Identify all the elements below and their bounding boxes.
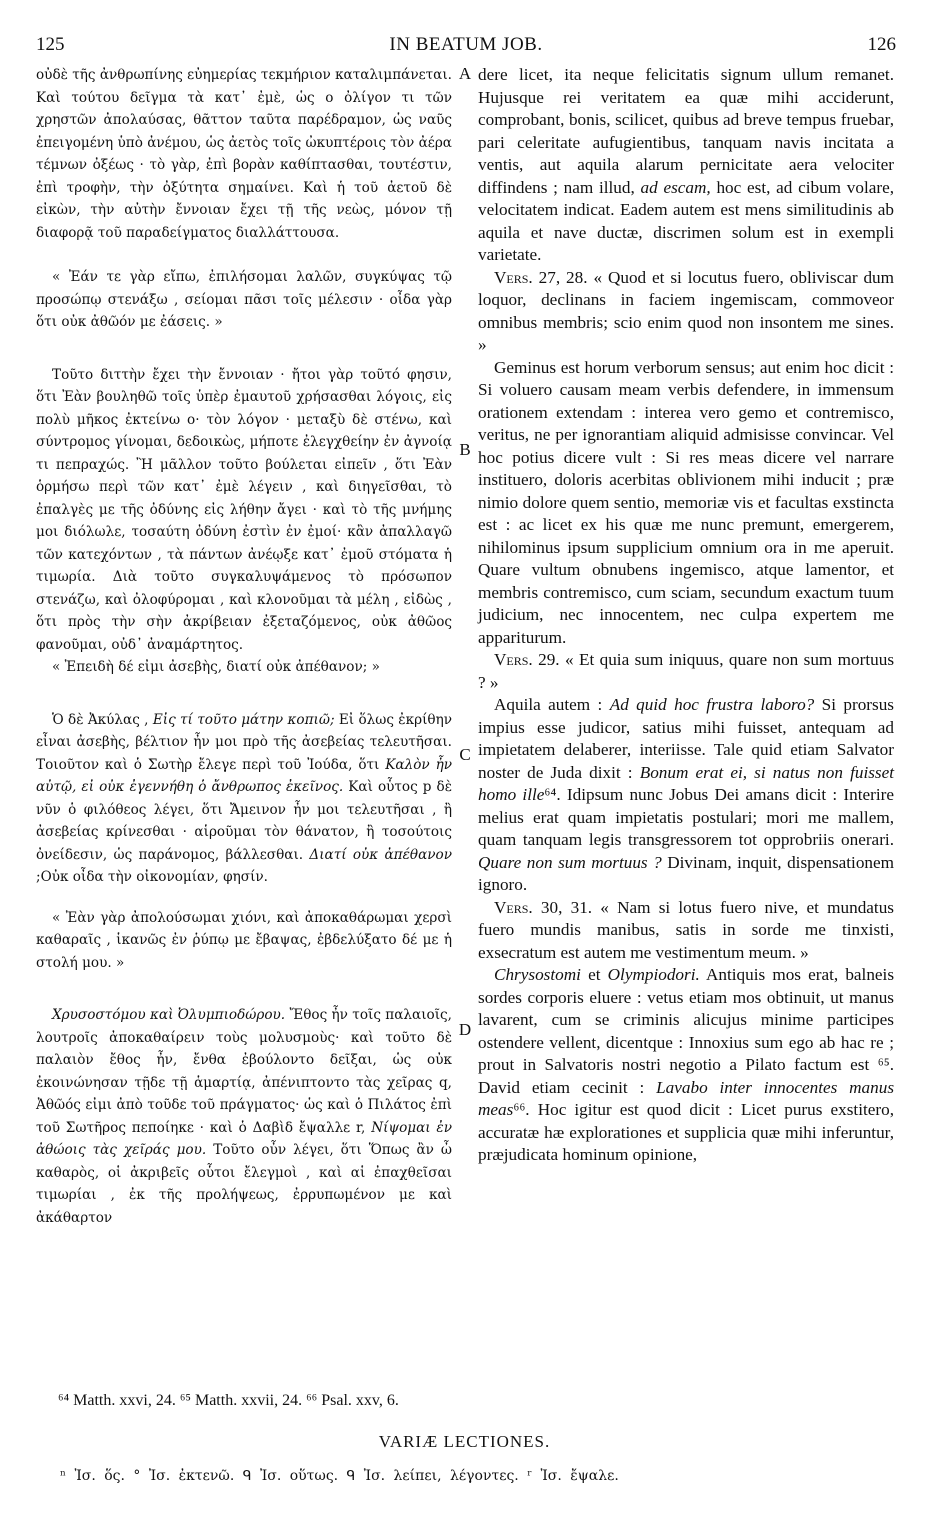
greek-column — [36, 64, 452, 1229]
latin-verse-29 — [478, 649, 894, 694]
greek-paragraph-7 — [36, 1004, 452, 1229]
greek-verse-29: « Ἐπειδὴ δέ εἰμι ἀσεβὴς, διατί οὐκ ἀπέθανον; » — [52, 659, 380, 675]
latin-paragraph-5 — [478, 694, 894, 897]
greek-closing: ;Οὐκ οἶδα τὴν οἰκονομίαν, φησίν. — [36, 869, 269, 885]
latin-verse-30-31 — [478, 897, 894, 965]
footnotes: ⁶⁴ Matth. xxvi, 24. ⁶⁵ Matth. xxvii, 24. ⁶⁶ Psal. xxv, 6. — [58, 1392, 399, 1409]
latin-psalm-quote: Lavabo inter innocentes manus meas — [478, 1077, 895, 1119]
greek-paragraph-3: Τοῦτο διττὴν ἔχει τὴν ἔννοιαν · ἤτοι γὰρ τοῦτό φησιν, ὅτι Ἐὰν βουληθῶ τοῖς ὑπὲρ ἐμαυτοῦ χρήσασθαι λόγοις, εἰς πολὺ μῆκος ἐκτείνω ο· τὸν λόγον · μεταξὺ δὲ στένω, καὶ σύντρομος γίνομαι, δεδοικὼς, μήποτε ἐλεγχθείην ἐν ἀγνοίᾳ τι πεπραχώς. Ἢ μᾶλλον τοῦτο βούλεται εἰπεῖν , ὅτι Ἐὰν ὁρμήσω περὶ τῶν κατ᾽ ἐμὲ λέγειν , καὶ διηγεῖσθαι, τὸ ἐπαλγὲς με τῆς ὀδύνης εἰς λήθην ἄγει · καὶ τὸ τῆς μνήμης μοι διόλωλε, τοσαύτη ὀδύνη ἐστὶν ἐν ἐμοί· κἂν ἀπαλλαγῶ τῶν κατεχόντων , τὰ πάντων ἀνέῳξε κατ᾽ ἐμοῦ στόματα ἡ τιμωρία. Διὰ τοῦτο συγκαλυψάμενος τὸ πρόσωπον στενάζω, καὶ ὀλοφύρομαι , καὶ κλονοῦμαι τὰ μέλη , εἰδὼς , ὅτι πρὸς τὴν σὴν ἀκρίβειαν ἐξεταζόμενος, οὐκ ἀθῶος φανοῦμαι, οὐδ᾽ ἀναμάρτητος. — [36, 366, 452, 653]
latin-author-conj: et — [588, 965, 601, 984]
latin-p1-end: hoc est, ad cibum volare, velocitatem indicat. Eadem autem est mens similitudinis ab aquila et nave ductæ, discrimen solum est in exempli varietate. — [478, 177, 895, 264]
variae-lectiones-heading: VARIÆ LECTIONES. — [378, 1432, 551, 1451]
latin-question: Quare non sum mortuus ? — [478, 852, 662, 872]
latin-p1-text: dere licet, ita neque felicitatis signum ullum remanet. Hujusque rei veritatem ea quæ mihi acciderunt, comprobant, bonis, scilicet, quibus ad breve tempus fruebar, pari celeritate aufugientibus, tanquam navis incitata a ventis, aut aquila alarum pernicitate aera velociter diffindens ; nam illud, — [478, 65, 894, 197]
latin-verse-27-28 — [478, 267, 894, 357]
latin-judas-quote: Bonum erat ei, si natus non fuisset homo ille — [478, 762, 894, 804]
latin-closing: Divinam, inquit, dispensationem ignoro. — [478, 852, 895, 894]
latin-vers-30-31-label: Vers. 30, 31. — [494, 897, 593, 917]
greek-aquila-intro: Ὁ δὲ Ἀκύλας , — [52, 711, 149, 728]
latin-verse-30-31-text: « Nam si lotus fuero nive, et mundatus fuero mundis manibus, satis in sorde me tinxisti, exsecratum est autem me vestimentum meum. » — [478, 897, 894, 962]
greek-verse-30-31: « Ἐὰν γὰρ ἀπολούσωμαι χιόνι, καὶ ἀποκαθάρωμαι χερσὶ καθαραῖς , ἱκανῶς ἐν ῥύπῳ με ἔβαψας, ἐβδελύξατο δέ με ἡ στολή μου. » — [36, 909, 452, 971]
latin-paragraph-7 — [478, 964, 894, 1167]
latin-aquila-text: Si prorsus impius esse judicor, satius mihi fuisset, antequam ad impietatem delaberer, interiisse. Tale quid etiam Salvator noster de Juda dixit : — [478, 695, 894, 782]
latin-paragraph-1 — [478, 64, 894, 267]
latin-vers-29-label: Vers. 29. — [494, 650, 560, 669]
latin-vers-27-28-label: Vers. 27, 28. — [494, 267, 588, 287]
variae-lectiones-line: ⁿ Ἰσ. ὅς. ° Ἰσ. ἐκτενῶ. ᑫ Ἰσ. οὕτως. ᑫ Ἰσ. λείπει, λέγοντες. ʳ Ἰσ. ἔψαλε. — [60, 1468, 619, 1484]
greek-aquila-quote: Εἰς τί τοῦτο μάτην κοπιῶ; — [152, 711, 335, 728]
greek-psalm-quote: Νίψομαι ἐν ἀθώοις τὰς χεῖράς μου. — [36, 1119, 452, 1158]
latin-final-text: ⁶⁶. Hoc igitur est quod dicit : Licet purus exstitero, accuratæ hæ explorationes et supplicia quæ mihi inferuntur, præjudicata hominum opinione, — [478, 1100, 894, 1164]
greek-verse-27-28: « Ἐάν τε γὰρ εἴπω, ἐπιλήσομαι λαλῶν, συγκύψας τῷ προσώπῳ στενάξω , σείομαι πᾶσι τοῖς μέλεσιν · οἶδα γὰρ ὅτι οὐκ ἀθῶόν με ἐάσεις. » — [36, 269, 452, 330]
greek-judas-quote: Καλὸν ἦν αὐτῷ, εἰ οὐκ ἐγεννήθη ὁ ἄνθρωπος ἐκεῖνος. — [36, 756, 452, 795]
latin-custom-text: Antiquis mos erat, balneis sordes corporis eluere : vetus etiam mos obtinuit, ut manus lavarent, cum se criminis alicujus minime participes ostendere vellent, dicentque : Innoxius sum ego ab hac re ; prout in Salvatoris nostri negotio a Pilato factum est ⁶⁵. David etiam cecinit : — [478, 965, 895, 1097]
latin-verse-29-text: « Et quia sum iniquus, quare non sum mortuus ? » — [478, 650, 895, 692]
greek-paragraph-5 — [36, 709, 452, 889]
latin-aquila-intro: Aquila autem : — [494, 695, 603, 714]
section-marker-c: C — [459, 745, 471, 764]
greek-authors: Χρυσοστόμου καὶ Ὀλυμπιοδώρου. — [52, 1007, 286, 1023]
greek-custom-text: Ἔθος ἦν τοῖς παλαιοῖς, λουτροῖς ἀποκαθαίρειν τοὺς μολυσμοὺς· καὶ τοῦτο δὲ παλαιὸν ἔθος ἦν, ἔνθα ἐβούλοντο δεῖξαι, ὡς οὐκ ἐκοινώνησαν τῇδε τῇ ἁμαρτίᾳ, ἀπένιπτοντο τὰς χεῖρας q, Ἀθῶός εἰμι ἀπὸ τοῦδε τοῦ πράγματος· ὡς καὶ ὁ Πιλάτος ἐπὶ τοῦ Σωτῆρος πεποίηκε · καὶ ὁ Δαβὶδ ἔψαλλε r, — [36, 1007, 452, 1136]
greek-paragraph-1: οὐδὲ τῆς ἀνθρωπίνης εὐημερίας τεκμήριον καταλιμπάνεται. Καὶ τούτου δεῖγμα τὰ κατ᾽ ἐμὲ, ὡς ο ὀλίγον τι τῶν χρηστῶν ἀπολαύσας, θᾶττον ταῦτα παρέδραμον, ὡς ναῦς ἐπειγομένη ὑπὸ ἀνέμου, ὡς ἀετὸς τοῖς ὠκυπτέροις τὸν ἀέρα τέμνων ὀξέως · τὸ γὰρ, ἐπὶ βορὰν καθίπτασθαι, τουτέστιν, ἐπὶ τροφὴν, τὴν ὀξύτητα σημαίνει. Καὶ ἡ τοῦ ἀετοῦ δὲ εἰκὼν, τὴν αὐτὴν ἔννοιαν ἔχει τῇ τῆς νεὼς, μόνον τῇ διαφορᾷ τοῦ παραδείγματος διαλλάττουσα. — [36, 67, 452, 241]
greek-final-text: Τοῦτο οὖν λέγει, ὅτι Ὅπως ἂν ὦ καθαρὸς, οἱ ἀκριβεῖς οὗτοι ἔλεγμοὶ , καὶ αἱ ἐπαχθεῖσαι τιμωρίαι , ἐκ τῆς προλήψεως, ἐρρυπωμένον με καὶ ἀκάθαρτον — [36, 1142, 452, 1226]
greek-job-text: Καὶ οὗτος p δὲ νῦν ὁ φιλόθεος λέγει, ὅτι Ἄμεινον ἦν μοι τελευτῆσαι , ἢ ἀσεβείας κρίνεσθαι · αἱροῦμαι τὸν θάνατον, ἢ τοσούτοις ὀνείδεσιν, ὡς παράνομος, βάλλεσθαι. — [36, 779, 452, 863]
greek-question: Διατί οὐκ ἀπέθανον — [309, 846, 452, 863]
latin-column — [478, 64, 894, 1167]
latin-author-2: Olympiodori. — [607, 965, 700, 984]
section-marker-b: B — [459, 440, 471, 459]
latin-author-1: Chrysostomi — [494, 965, 581, 984]
latin-p1-italic: ad escam, — [640, 177, 711, 197]
latin-paragraph-3: Geminus est horum verborum sensus; aut enim hoc dicit : Si voluero causam meam verbis defendere, in immensum orationem extendam : interea vero gemo et contremisco, veritus, ne per ignorantiam aliquid admisisse convincar. Vel hoc potius dicere vult : Si res meas dicere vel narrare instituero, doloris acerbitas oblivionem mihi inducit ; præ nimio dolore quem sentio, memoriæ vis et facultas exstincta est : ac licet ex his quæ me nunc premunt, emergerem, nihilominus ipsum supplicium omnium ora in me aperuit. Quare vultum obnubens ingemisco, atque lamentor, et membris contremisco, cum sciam, secundum exactum tuum judicium, nec innocentem, nec culpa expertem me appariturum. — [478, 357, 894, 647]
latin-aquila-quote: Ad quid hoc frustra laboro? — [609, 695, 815, 714]
latin-verse-27-28-text: « Quod et si locutus fuero, obliviscar dum loquor, declinans in faciem ingemiscam, commoveor omnibus membris; scio enim quod non insontem me sines. » — [478, 267, 895, 354]
page-number-right: 126 — [867, 34, 896, 55]
page-number-left: 125 — [36, 34, 65, 55]
page-header — [36, 34, 896, 60]
latin-job-text: ⁶⁴. Idipsum nunc Jobus Dei amans dicit : Interire melius erat quam impietatis postulari; mori me mallem, quam tanquam legis transgressorem tot opprobriis onerari. — [478, 785, 894, 849]
section-marker-a: A — [458, 64, 472, 83]
running-title: IN BEATUM JOB. — [389, 34, 543, 55]
greek-aquila-text: Εἰ ὅλως ἐκρίθην εἶναι ἀσεβὴς, βέλτιον ἦν μοι πρὸ τῆς ἀσεβείας τελευτῆσαι. Τοιοῦτον καὶ ὁ Σωτὴρ ἔλεγε περὶ τοῦ Ἰούδα, ὅτι — [36, 711, 452, 773]
section-marker-d: D — [458, 1020, 472, 1039]
